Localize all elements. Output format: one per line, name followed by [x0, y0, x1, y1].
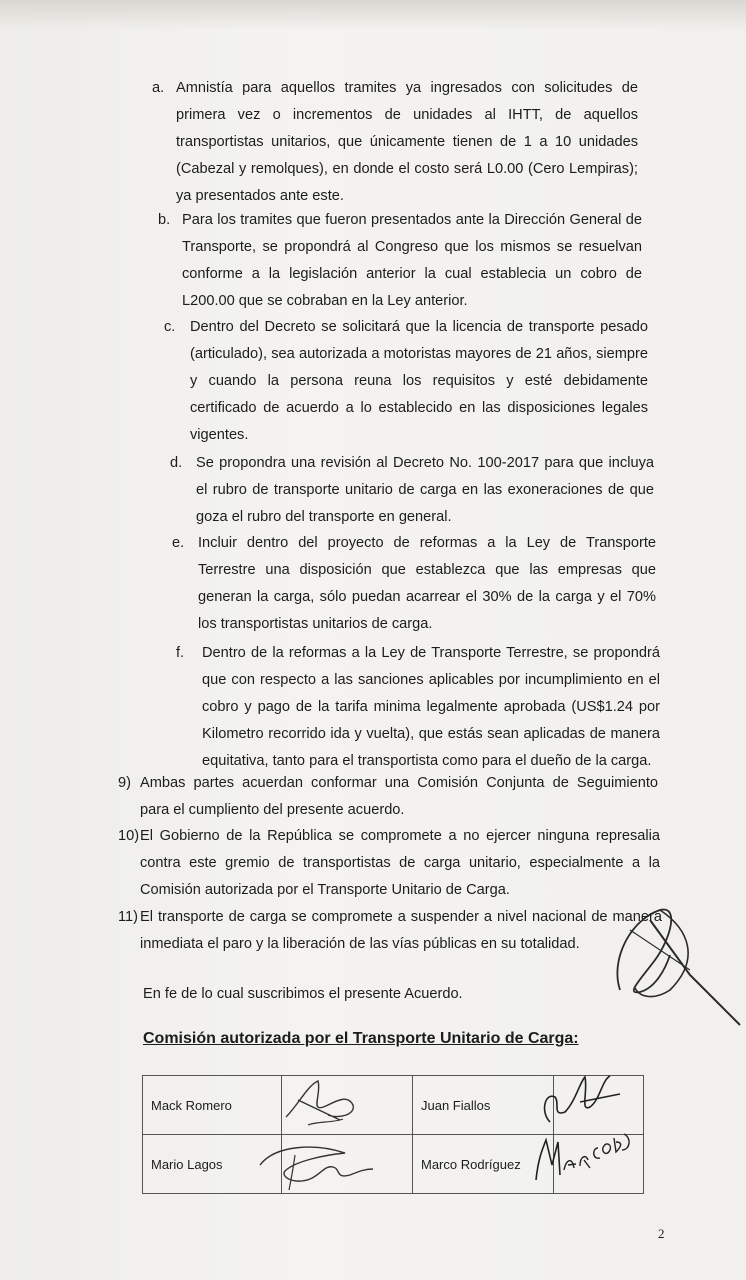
- list-item-text: El Gobierno de la República se compromete a no ejercer ninguna represalia contra este gremio de transportistas de carga unitario, especialmente a la Comisión autorizada por el Transporte Unitario de Carga.: [140, 828, 660, 898]
- signatory-name: Marco Rodríguez: [413, 1135, 554, 1194]
- list-item-e: [172, 530, 656, 638]
- list-item-text: Se propondra una revisión al Decreto No. 100-2017 para que incluya el rubro de transporte unitario de carga en las exoneraciones de que goza el rubro del transporte en general.: [196, 455, 654, 525]
- signature-cell: [282, 1135, 413, 1194]
- table-row: [143, 1076, 644, 1135]
- list-marker: 11): [118, 909, 139, 925]
- list-item-text: Dentro del Decreto se solicitará que la licencia de transporte pesado (articulado), sea autorizada a motoristas mayores de 21 años, siempre y cuando la persona reuna los requisitos y esté debidamente certificado de acuerdo a lo establecido en las disposiciones legales vigentes.: [190, 319, 648, 443]
- list-marker: c.: [164, 319, 176, 335]
- page-top-shadow: [0, 0, 746, 30]
- page-number: 2: [658, 1226, 665, 1241]
- list-item-a: [152, 75, 638, 210]
- list-item-text: Dentro de la reformas a la Ley de Transporte Terrestre, se propondrá que con respecto a las sanciones aplicables por incumplimiento en el cobro y pago de la tarifa minima legalmente aprobada (US$1.24 por Kilometro recorrido ida y vuelta), que estás sean aplicadas de manera equitativa, tanto para el transportista como para el dueño de la carga.: [202, 645, 660, 769]
- list-marker: d.: [170, 455, 183, 471]
- list-marker: b.: [158, 212, 171, 228]
- signature-cell: [554, 1135, 644, 1194]
- commission-heading: Comisión autorizada por el Transporte Unitario de Carga:: [143, 1030, 579, 1047]
- list-item-text: Amnistía para aquellos tramites ya ingresados con solicitudes de primera vez o incrementos de unidades al IHTT, de aquellos transportistas unitarios, que únicamente tienen de 1 a 10 unidades (Cabezal y remolques), en donde el costo será L0.00 (Cero Lempiras); ya presentados ante este.: [176, 80, 638, 204]
- list-item-text: Para los tramites que fueron presentados ante la Dirección General de Transporte, se propondrá al Congreso que los mismos se resuelvan conforme a la legislación anterior la cual establecia un cobro de L200.00 que se cobraban en la Ley anterior.: [182, 212, 642, 309]
- list-marker: e.: [172, 535, 185, 551]
- signature-cell: [554, 1076, 644, 1135]
- closing-statement: En fe de lo cual suscribimos el presente Acuerdo.: [143, 986, 463, 1002]
- numbered-item-11: [118, 904, 662, 958]
- list-item-d: [170, 450, 654, 531]
- list-item-text: Incluir dentro del proyecto de reformas a la Ley de Transporte Terrestre una disposición que establezca que las empresas que generan la carga, sólo puedan acarrear el 30% de la carga y el 70% los transportistas unitarios de carga.: [198, 535, 656, 632]
- numbered-item-9: [118, 770, 658, 824]
- list-marker: 10): [118, 828, 140, 844]
- signatures-table: [142, 1075, 644, 1194]
- list-item-f: [176, 640, 660, 775]
- list-item-c: [164, 314, 648, 449]
- table-row: [143, 1135, 644, 1194]
- list-marker: a.: [152, 80, 165, 96]
- numbered-item-10: [118, 823, 660, 904]
- list-marker: f.: [176, 645, 185, 661]
- signatory-name: Mack Romero: [143, 1076, 282, 1135]
- signature-cell: [282, 1076, 413, 1135]
- list-item-text: El transporte de carga se compromete a suspender a nivel nacional de manera inmediata el paro y la liberación de las vías públicas en su totalidad.: [140, 909, 662, 952]
- list-item-text: Ambas partes acuerdan conformar una Comisión Conjunta de Seguimiento para el cumpliento del presente acuerdo.: [140, 775, 658, 818]
- list-item-b: [158, 207, 642, 315]
- list-marker: 9): [118, 775, 131, 791]
- signatory-name: Juan Fiallos: [413, 1076, 554, 1135]
- signatory-name: Mario Lagos: [143, 1135, 282, 1194]
